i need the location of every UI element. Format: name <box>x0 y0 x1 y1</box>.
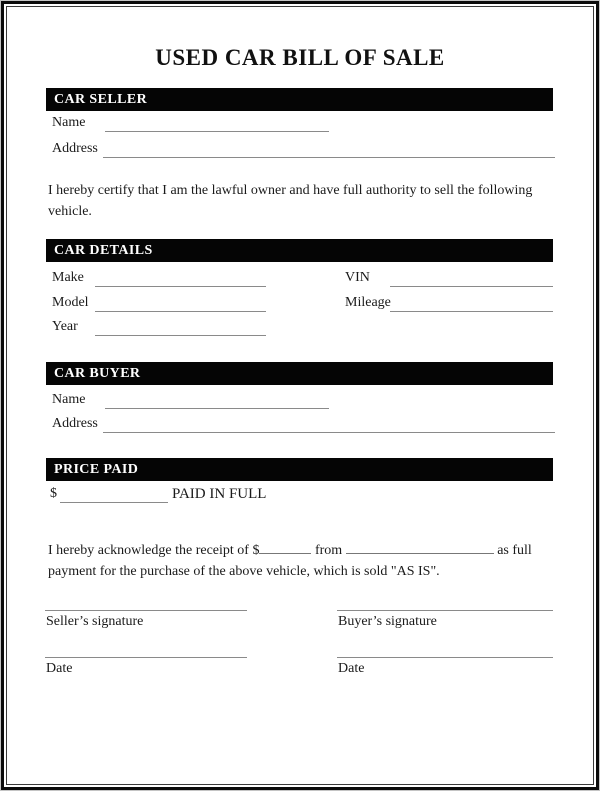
ownership-statement: I hereby certify that I am the lawful owner and have full authority to sell the following vehicle. <box>48 183 533 219</box>
year-field[interactable] <box>95 318 266 336</box>
paid-in-full-label: PAID IN FULL <box>172 486 267 502</box>
seller-section-header: CAR SELLER <box>46 88 553 111</box>
receipt-amount-field[interactable] <box>259 538 311 554</box>
acknowledgment-part2: from <box>311 543 346 558</box>
mileage-label: Mileage <box>345 295 391 310</box>
buyer-name-field[interactable] <box>105 391 329 409</box>
seller-name-label: Name <box>52 115 86 130</box>
buyer-signature-label: Buyer’s signature <box>338 614 437 629</box>
seller-address-label: Address <box>52 141 98 156</box>
buyer-address-field[interactable] <box>103 415 555 433</box>
price-currency-symbol: $ <box>50 486 57 501</box>
seller-date-label: Date <box>46 661 73 676</box>
seller-signature-label: Seller’s signature <box>46 614 144 629</box>
details-section-header: CAR DETAILS <box>46 239 553 262</box>
seller-signature-line[interactable] <box>45 600 247 611</box>
model-field[interactable] <box>95 294 266 312</box>
seller-address-field[interactable] <box>103 140 555 158</box>
seller-name-field[interactable] <box>105 114 329 132</box>
vin-label: VIN <box>345 270 370 285</box>
buyer-signature-line[interactable] <box>337 600 553 611</box>
seller-date-line[interactable] <box>45 647 247 658</box>
acknowledgment-statement <box>48 538 553 582</box>
vin-field[interactable] <box>390 269 553 287</box>
make-field[interactable] <box>95 269 266 287</box>
model-label: Model <box>52 295 89 310</box>
receipt-from-field[interactable] <box>346 538 494 554</box>
year-label: Year <box>52 319 78 334</box>
mileage-field[interactable] <box>390 294 553 312</box>
acknowledgment-part3: as full payment for the purchase of the above vehicle, which is sold "AS IS". <box>48 543 532 579</box>
acknowledgment-part1: I hereby acknowledge the receipt of $ <box>48 543 260 558</box>
buyer-section-header: CAR BUYER <box>46 362 553 385</box>
price-amount-field[interactable] <box>60 485 168 503</box>
buyer-date-label: Date <box>338 661 365 676</box>
buyer-name-label: Name <box>52 392 86 407</box>
make-label: Make <box>52 270 84 285</box>
price-section-header: PRICE PAID <box>46 458 553 481</box>
buyer-address-label: Address <box>52 416 98 431</box>
page-title: USED CAR BILL OF SALE <box>155 45 445 70</box>
buyer-date-line[interactable] <box>337 647 553 658</box>
